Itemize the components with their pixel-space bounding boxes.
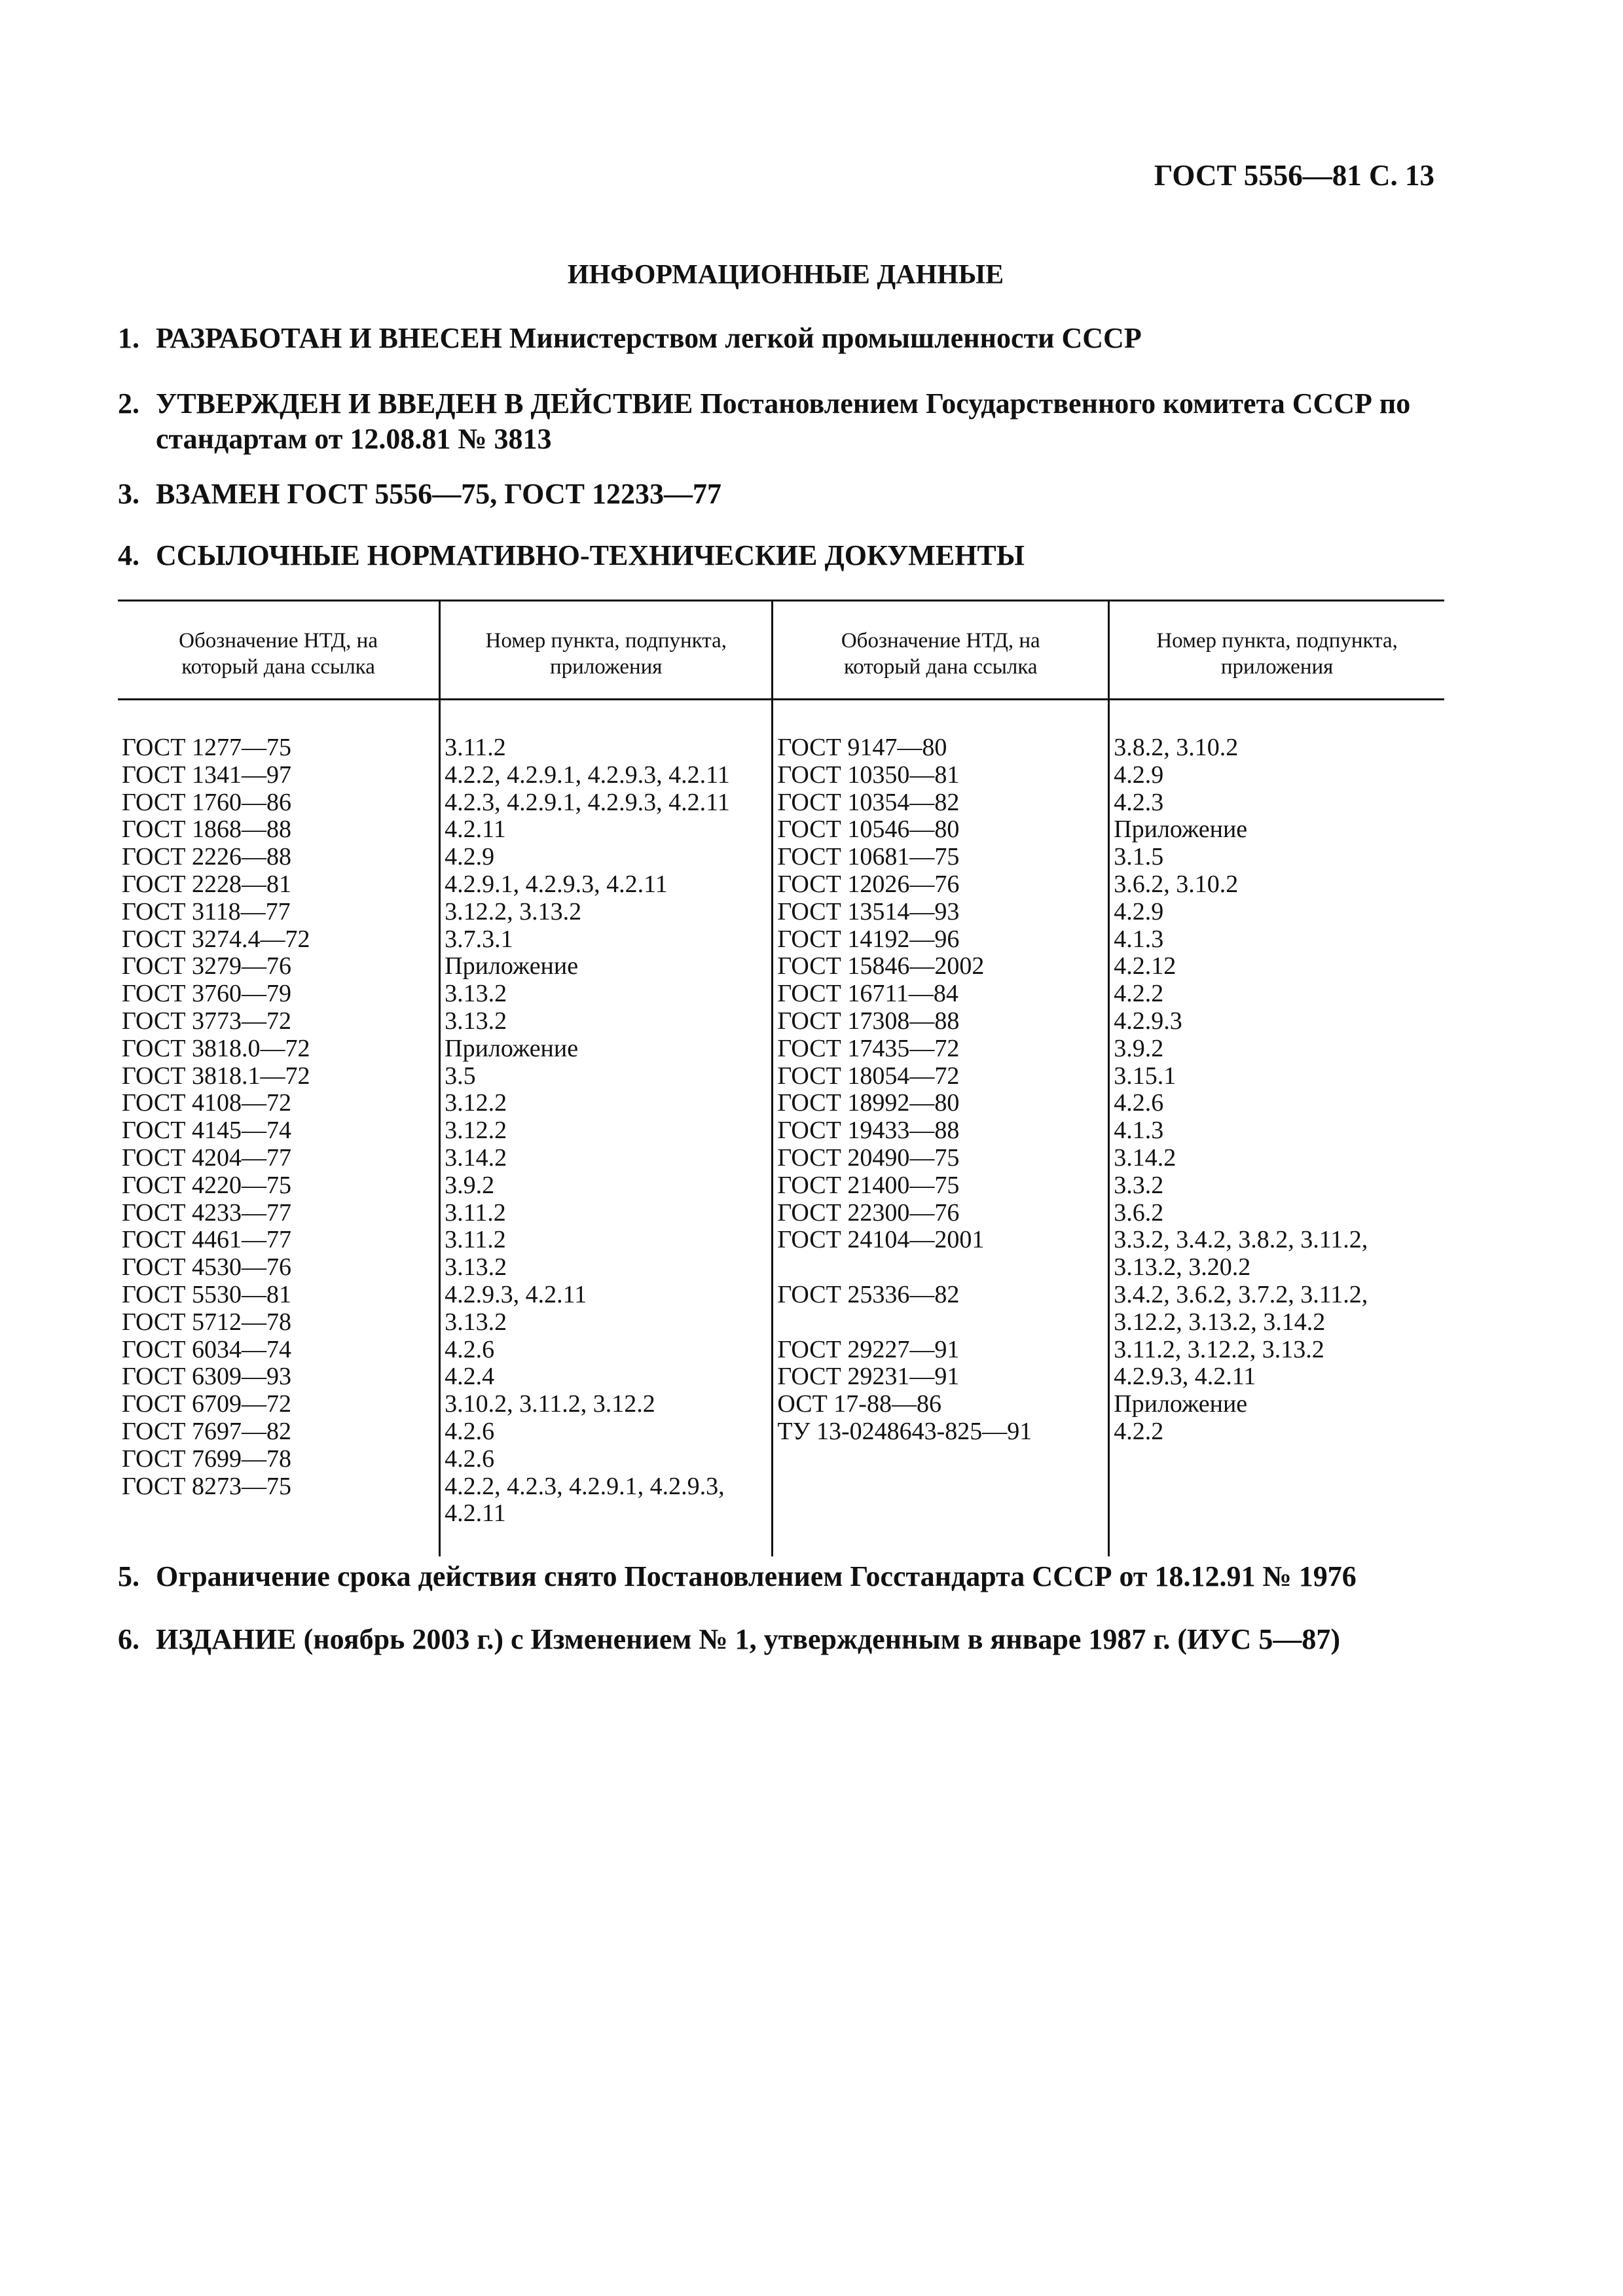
item-5 [118,1559,1357,1594]
table-row [118,1309,1444,1336]
table-cell: 4.2.9.3, 4.2.11 [1109,1363,1444,1391]
table-row [118,1035,1444,1063]
table-row [118,762,1444,789]
table-cell: ГОСТ 9147—80 [773,700,1109,762]
table-cell: 3.11.2 [440,700,773,762]
table-row [118,926,1444,954]
table-row [118,980,1444,1008]
item-text: Ограничение срока действия снято Постановлением Госстандарта СССР от 18.12.91 № 1976 [156,1560,1357,1592]
table-cell [773,1446,1109,1473]
table-cell: ГОСТ 1341—97 [122,761,291,789]
table-cell [118,1500,440,1556]
table-row [118,700,1444,762]
table-row [118,789,1444,817]
table-cell: ГОСТ 10354—82 [773,789,1109,817]
table-cell: ГОСТ 1868—88 [122,816,291,844]
table-cell: ГОСТ 19433—88 [773,1117,1109,1145]
table-cell: 3.9.2 [440,1172,773,1200]
table-cell [773,1473,1109,1501]
table-cell: ГОСТ 25336—82 [773,1282,1109,1309]
table-row [118,1117,1444,1145]
table-cell: 4.2.9.1, 4.2.9.3, 4.2.11 [440,871,773,899]
table-cell: 3.7.3.1 [440,926,773,954]
table-cell: ГОСТ 5712—78 [122,1308,291,1336]
table-row [118,1145,1444,1172]
item-4 [118,538,1025,573]
table-cell: 3.6.2 [1109,1200,1444,1227]
table-row [118,1336,1444,1364]
table-cell: 4.1.3 [1109,1117,1444,1145]
table-cell: 3.4.2, 3.6.2, 3.7.2, 3.11.2, [1109,1282,1444,1309]
table-cell: 4.2.11 [440,1500,773,1556]
table-cell: 3.13.2 [440,1008,773,1035]
table-cell: 4.2.9 [1109,899,1444,926]
table-cell: 3.12.2, 3.13.2, 3.14.2 [1109,1309,1444,1336]
item-number: 3. [118,478,139,510]
table-cell: 4.1.3 [1109,926,1444,954]
table-row [118,1500,1444,1556]
table-cell: ГОСТ 3760—79 [122,980,291,1008]
table-row [118,1282,1444,1309]
table-cell: 4.2.6 [440,1418,773,1446]
table-row [118,1418,1444,1446]
table-cell: 3.3.2 [1109,1172,1444,1200]
table-cell: Приложение [1109,816,1444,844]
table-cell: 3.11.2, 3.12.2, 3.13.2 [1109,1336,1444,1364]
item-text: РАЗРАБОТАН И ВНЕСЕН Министерством легкой промышленности СССР [156,322,1142,354]
item-1 [118,321,1142,356]
table-cell: 3.12.2, 3.13.2 [440,899,773,926]
table-cell: 3.11.2 [440,1200,773,1227]
table-cell: 4.2.4 [440,1363,773,1391]
table-cell: ГОСТ 10681—75 [773,844,1109,871]
table-cell: ГОСТ 4145—74 [122,1117,291,1145]
table-cell: 4.2.3, 4.2.9.1, 4.2.9.3, 4.2.11 [440,789,773,817]
table-row [118,1172,1444,1200]
table-cell: 3.5 [440,1063,773,1090]
table-cell: ОСТ 17-88—86 [773,1391,1109,1418]
column-header: Обозначение НТД, на который дана ссылка [118,601,440,700]
table-cell: 3.14.2 [440,1145,773,1172]
table-cell: ГОСТ 3118—77 [122,897,291,925]
item-text: ИЗДАНИЕ (ноябрь 2003 г.) с Изменением № 1, утвержденным в январе 1987 г. (ИУС 5—87) [156,1623,1340,1655]
table-cell: 3.12.2 [440,1117,773,1145]
item-text: ССЫЛОЧНЫЕ НОРМАТИВНО-ТЕХНИЧЕСКИЕ ДОКУМЕНТЫ [156,539,1025,571]
table-cell: 4.2.6 [440,1446,773,1473]
table-cell: 4.2.6 [1109,1090,1444,1117]
table-cell: 4.2.9.3 [1109,1008,1444,1035]
table-cell: ГОСТ 7699—78 [122,1444,291,1473]
table-row [118,1473,1444,1501]
page-header: ГОСТ 5556—81 С. 13 [1154,159,1434,192]
table-cell: 4.2.2 [1109,980,1444,1008]
table-cell: ГОСТ 4233—77 [122,1198,291,1227]
table-cell: ГОСТ 24104—2001 [773,1227,1109,1254]
table-cell: ГОСТ 6034—74 [122,1335,291,1363]
table-cell: 4.2.2, 4.2.9.1, 4.2.9.3, 4.2.11 [440,762,773,789]
table-cell: 4.2.11 [440,816,773,844]
table-cell: ГОСТ 2228—81 [122,870,291,898]
table-cell [773,1500,1109,1556]
table-cell: Приложение [440,953,773,980]
table-cell: ГОСТ 4461—77 [122,1226,291,1254]
table-row [118,1008,1444,1035]
table-cell [1109,1446,1444,1473]
item-number: 6. [118,1623,139,1655]
table-cell: Приложение [440,1035,773,1063]
table-cell: ГОСТ 4220—75 [122,1171,291,1199]
table-cell: 3.14.2 [1109,1145,1444,1172]
table-cell: ГОСТ 29227—91 [773,1336,1109,1364]
table-cell: ГОСТ 3818.1—72 [122,1062,310,1090]
table-cell: 4.2.6 [440,1336,773,1364]
table-cell: ГОСТ 4108—72 [122,1089,291,1117]
table-cell: 4.2.2 [1109,1418,1444,1446]
table-cell: 3.9.2 [1109,1035,1444,1063]
table-cell: ГОСТ 22300—76 [773,1200,1109,1227]
table-cell: 4.2.12 [1109,953,1444,980]
table-cell: ГОСТ 10350—81 [773,762,1109,789]
table-cell: 3.13.2, 3.20.2 [1109,1254,1444,1282]
table-cell: ГОСТ 1277—75 [122,734,291,761]
table-row [118,1063,1444,1090]
table-cell: ГОСТ 5530—81 [122,1280,291,1308]
column-header: Номер пункта, подпункта, приложения [440,601,773,700]
table-row [118,899,1444,926]
table-cell: 3.11.2 [440,1227,773,1254]
table-cell [1109,1500,1444,1556]
table-cell: 3.13.2 [440,1309,773,1336]
table-cell: ГОСТ 13514—93 [773,899,1109,926]
table-cell: ГОСТ 14192—96 [773,926,1109,954]
item-text-continuation: стандартам от 12.08.81 № 3813 [156,423,552,455]
table-cell: 4.2.9 [440,844,773,871]
table-cell: ГОСТ 10546—80 [773,816,1109,844]
table-cell [773,1254,1109,1282]
table-cell: ГОСТ 1760—86 [122,788,291,816]
table-cell: ГОСТ 3818.0—72 [122,1034,310,1062]
table-row [118,871,1444,899]
table-cell: 4.2.9 [1109,762,1444,789]
table-cell: ГОСТ 8273—75 [122,1472,291,1500]
table-cell: ГОСТ 17308—88 [773,1008,1109,1035]
table-row [118,1227,1444,1254]
table-cell: ГОСТ 3279—76 [122,952,291,980]
table-cell: ГОСТ 21400—75 [773,1172,1109,1200]
table-cell: 3.10.2, 3.11.2, 3.12.2 [440,1391,773,1418]
table-cell: ГОСТ 6309—93 [122,1363,291,1391]
table-row [118,1200,1444,1227]
item-2 [118,386,1410,457]
column-header: Обозначение НТД, на который дана ссылка [773,601,1109,700]
table-row [118,1090,1444,1117]
table-row [118,1391,1444,1418]
table-cell: ТУ 13-0248643-825—91 [773,1418,1109,1446]
table-row [118,816,1444,844]
item-6 [118,1622,1340,1657]
table-row [118,953,1444,980]
table-header-row [118,601,1444,700]
table-cell: ГОСТ 4530—76 [122,1253,291,1282]
item-number: 1. [118,322,139,354]
table-cell: ГОСТ 15846—2002 [773,953,1109,980]
table-cell: ГОСТ 17435—72 [773,1035,1109,1063]
references-table [118,600,1444,1556]
table-cell: 3.15.1 [1109,1063,1444,1090]
table-row [118,1446,1444,1473]
item-3 [118,476,721,512]
item-number: 5. [118,1560,139,1592]
table-cell: ГОСТ 18054—72 [773,1063,1109,1090]
table-cell: 4.2.9.3, 4.2.11 [440,1282,773,1309]
table-row [118,1363,1444,1391]
section-title: ИНФОРМАЦИОННЫЕ ДАННЫЕ [567,260,1004,290]
table-cell: 3.12.2 [440,1090,773,1117]
table-cell: ГОСТ 12026—76 [773,871,1109,899]
table-cell: 3.8.2, 3.10.2 [1109,700,1444,762]
table-cell: 3.3.2, 3.4.2, 3.8.2, 3.11.2, [1109,1227,1444,1254]
table-cell: Приложение [1109,1391,1444,1418]
table-cell: 3.13.2 [440,980,773,1008]
item-text: УТВЕРЖДЕН И ВВЕДЕН В ДЕЙСТВИЕ Постановлением Государственного комитета СССР по [156,387,1411,420]
table-cell: ГОСТ 2226—88 [122,843,291,871]
table-cell: 4.2.2, 4.2.3, 4.2.9.1, 4.2.9.3, [440,1473,773,1501]
table-cell: ГОСТ 4204—77 [122,1143,291,1172]
table-cell: 3.1.5 [1109,844,1444,871]
table-cell: ГОСТ 18992—80 [773,1090,1109,1117]
table-cell: ГОСТ 7697—82 [122,1417,291,1445]
table-cell: ГОСТ 29231—91 [773,1363,1109,1391]
table-cell: ГОСТ 16711—84 [773,980,1109,1008]
table-cell: ГОСТ 6709—72 [122,1390,291,1418]
table-cell [773,1309,1109,1336]
table-cell: 4.2.3 [1109,789,1444,817]
table-row [118,1254,1444,1282]
table-row [118,844,1444,871]
table-cell: 3.6.2, 3.10.2 [1109,871,1444,899]
table-cell: ГОСТ 3773—72 [122,1007,291,1035]
item-number: 4. [118,539,139,571]
table-cell: ГОСТ 3274.4—72 [122,925,310,953]
table-cell [1109,1473,1444,1501]
column-header: Номер пункта, подпункта, приложения [1109,601,1444,700]
item-text: ВЗАМЕН ГОСТ 5556—75, ГОСТ 12233—77 [156,478,722,510]
table-cell: 3.13.2 [440,1254,773,1282]
table-cell: ГОСТ 20490—75 [773,1145,1109,1172]
item-number: 2. [118,387,139,420]
